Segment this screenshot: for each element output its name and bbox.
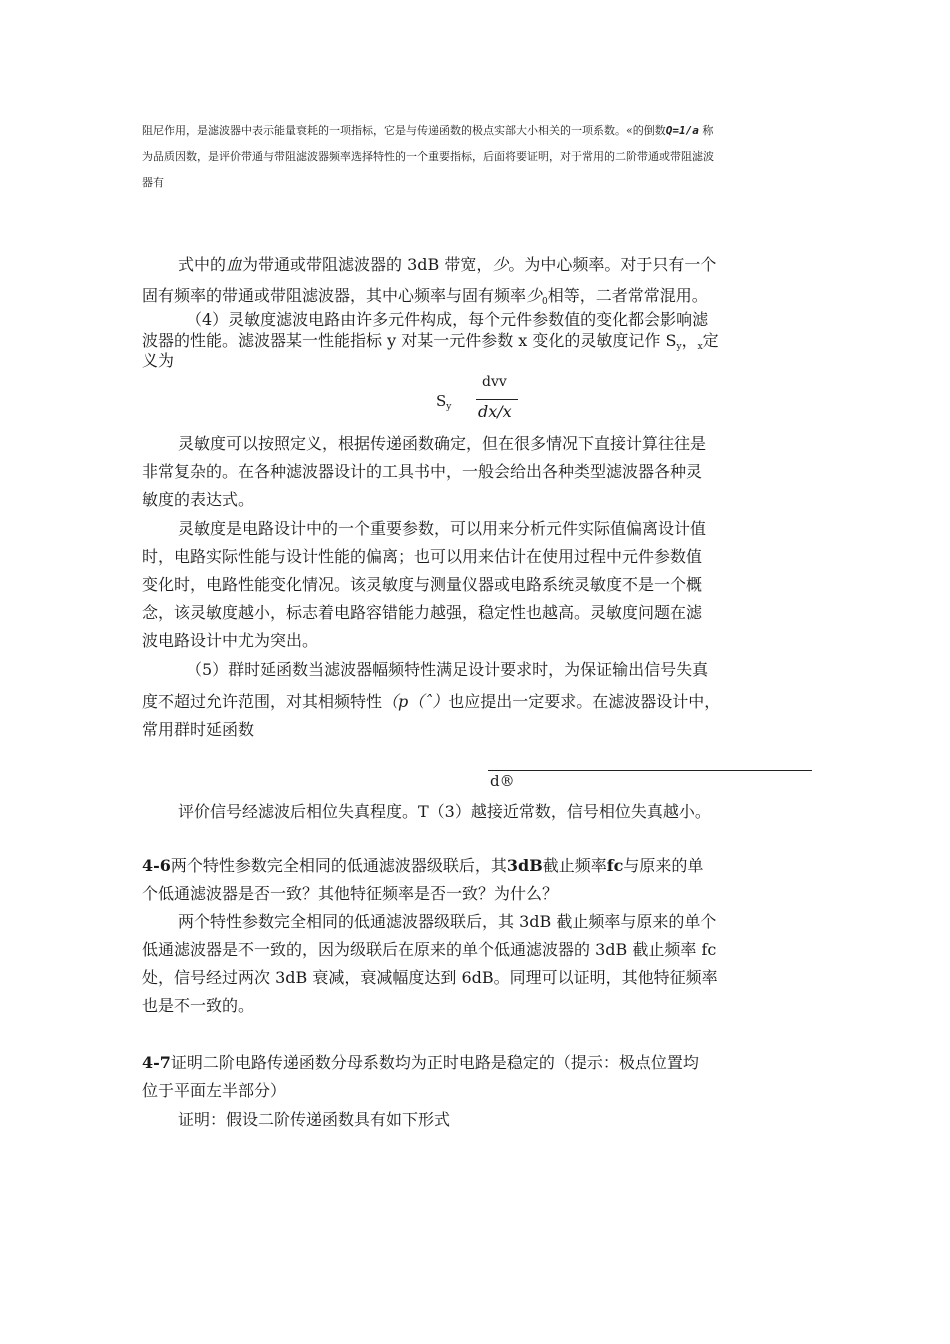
group-delay-line-2 (142, 688, 822, 715)
text-run: 式中的 (178, 255, 227, 274)
text-run: 相等，二者常常混用。 (547, 286, 708, 305)
fraction-bar (476, 399, 518, 400)
text-run: 证明二阶电路传递函数分母系数均为正时电路是稳定的（提示：极点位置均 (170, 1053, 699, 1072)
symbol: 少 (526, 286, 543, 305)
question-4-7-line-2: 位于平面左半部分） (142, 1081, 287, 1100)
delay-fraction-bar (488, 770, 812, 771)
question-4-6-line-1 (142, 852, 822, 879)
formula-numerator: dvv (482, 374, 507, 390)
top-para-line-3: 器有 (142, 176, 164, 189)
sens-use-line-1: 灵敏度是电路设计中的一个重要参数，可以用来分析元件实际值偏离设计值 (178, 519, 707, 538)
delay-formula-denominator: d® (490, 772, 515, 790)
subscript: y (676, 342, 682, 352)
answer-4-6-line-2: 低通滤波器是不一致的，因为级联后在原来的单个低通滤波器的 3dB 截止频率 fc (142, 940, 717, 959)
answer-4-6-line-4: 也是不一致的。 (142, 996, 255, 1015)
question-4-6-line-2: 个低通滤波器是否一致？其他特征频率是否一致？为什么？ (142, 884, 559, 903)
sens-def-line-2: 非常复杂的。在各种滤波器设计的工具书中，一般会给出各种类型滤波器各种灵 (142, 462, 703, 481)
text-run: fc (606, 856, 624, 875)
text-run: 阻尼作用，是滤波器中表示能量衰耗的一项指标，它是与传递函数的极点实部大小相关的一项系数。«的倒数 (142, 124, 666, 137)
question-4-7-line-1 (142, 1049, 822, 1076)
symbol: （p（ˆ） (382, 692, 449, 711)
group-delay-line-1: （5）群时延函数当滤波器幅频特性满足设计要求时，为保证输出信号失真 (186, 660, 709, 679)
answer-4-6-line-1: 两个特性参数完全相同的低通滤波器级联后，其 3dB 截止频率与原来的单个 (178, 912, 717, 931)
answer-4-7-line-1: 证明：假设二阶传递函数具有如下形式 (178, 1110, 451, 1129)
formula-symbol: S (436, 392, 447, 410)
subscript: x (697, 342, 703, 352)
bandwidth-para-line-1 (178, 251, 858, 278)
text-run: 固有频率的带通或带阻滤波器，其中心频率与固有频率 (142, 286, 527, 305)
top-para-line-1 (142, 118, 713, 144)
text-run: 定 (702, 331, 719, 350)
text-run: 3dB (506, 856, 543, 875)
text-run: 两个特性参数完全相同的低通滤波器级联后，其 (170, 856, 507, 875)
subscript: 0 (542, 297, 548, 307)
text-run: 波器的性能。滤波器某一性能指标 y 对某一元件参数 x 变化的灵敏度记作 S (142, 331, 677, 350)
text-run: 。为中心频率。对于只有一个 (508, 255, 717, 274)
question-number: 4-7 (142, 1053, 171, 1072)
text-run: 度不超过允许范围，对其相频特性 (142, 692, 383, 711)
symbol: 血 (226, 255, 243, 274)
sens-use-line-5: 波电路设计中尤为突出。 (142, 631, 319, 650)
formula-denominator: dx/x (478, 402, 512, 421)
sens-def-line-1: 灵敏度可以按照定义，根据传递函数确定，但在很多情况下直接计算往往是 (178, 434, 707, 453)
sens-def-line-3: 敏度的表达式。 (142, 490, 255, 509)
symbol: 少 (492, 255, 509, 274)
answer-4-6-line-3: 处，信号经过两次 3dB 衰减，衰减幅度达到 6dB。同理可以证明，其他特征频率 (142, 968, 718, 987)
sensitivity-para-line-3: 义为 (142, 351, 175, 370)
sensitivity-para-line-1: （4）灵敏度滤波电路由许多元件构成，每个元件参数值的变化都会影响滤 (186, 310, 709, 329)
delay-eval-line: 评价信号经滤波后相位失真程度。T（3）越接近常数，信号相位失真越小。 (178, 802, 711, 821)
text-run: 也应提出一定要求。在滤波器设计中， (448, 692, 721, 711)
text-run: 为带通或带阻滤波器的 3dB 带宽， (242, 255, 493, 274)
subscript: y (446, 402, 452, 412)
sens-use-line-4: 念，该灵敏度越小，标志着电路容错能力越强，稳定性也越高。灵敏度问题在滤 (142, 603, 703, 622)
text-run: 与原来的单 (623, 856, 704, 875)
text-run: 称 (702, 124, 714, 137)
text-run: ， (681, 331, 698, 350)
sens-use-line-3: 变化时，电路性能变化情况。该灵敏度与测量仪器或电路系统灵敏度不是一个概 (142, 575, 703, 594)
top-para-line-2: 为品质因数，是评价带通与带阻滤波器频率选择特性的一个重要指标，后面将要证明，对于常用的二阶带通或带阻滤波 (142, 150, 714, 163)
group-delay-line-3: 常用群时延函数 (142, 720, 255, 739)
formula-lhs (436, 392, 451, 412)
question-number: 4-6 (142, 856, 171, 875)
text-run: 截止频率 (542, 856, 607, 875)
sens-use-line-2: 时，电路实际性能与设计性能的偏离；也可以用来估计在使用过程中元件参数值 (142, 547, 703, 566)
q-formula: Q=1/a (665, 124, 699, 137)
